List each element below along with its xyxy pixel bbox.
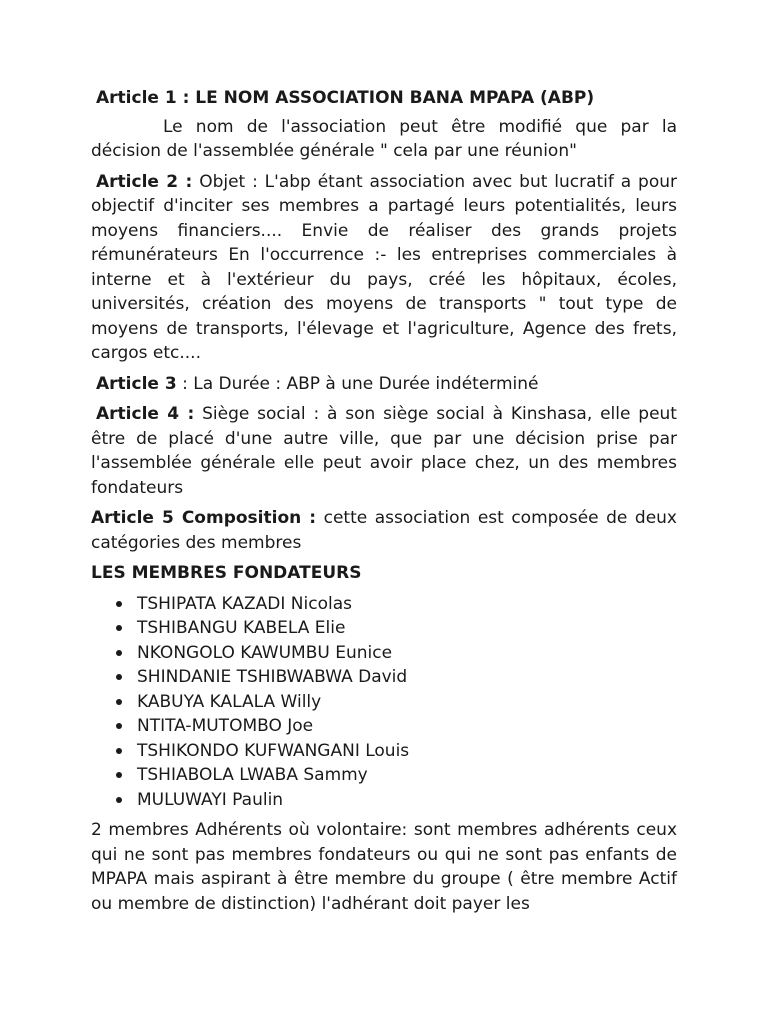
- article-1-text: Le nom de l'association peut être modifié que par la décision de l'assemblée générale " cela par une réunion": [91, 116, 677, 161]
- list-item: [91, 788, 677, 813]
- member-name: TSHIPATA KAZADI Nicolas: [137, 593, 352, 614]
- article-4-text: Siège social : à son siège social à Kinshasa, elle peut être de placé d'une autre ville, que par une décision prise par l'assemblée générale elle peut avoir place chez, un des membres fondateurs: [91, 404, 677, 498]
- article-4-paragraph: [91, 402, 677, 500]
- article-2-text: Objet : L'abp étant association avec but lucratif a pour objectif d'inciter ses membres a partagé leurs potentialités, leurs moyens financiers.... Envie de réaliser des grands projets rémunérateurs En l'occurrence :- les entreprises commerciales à interne et à l'extérieur du pays, créé les hôpitaux, écoles, universités, création des moyens de transports " tout type de moyens de transports, l'élevage et l'agriculture, Agence des frets, cargos etc....: [91, 171, 677, 363]
- bullet-icon: [116, 797, 122, 803]
- member-name: TSHIABOLA LWABA Sammy: [137, 765, 368, 785]
- article-4-label: Article 4 :: [96, 404, 195, 424]
- bullet-icon: [116, 699, 122, 705]
- article-5-label: Article 5 Composition :: [91, 508, 317, 528]
- list-item: [91, 641, 677, 666]
- member-name: NTITA-MUTOMBO Joe: [137, 716, 314, 736]
- founders-list: [91, 592, 677, 813]
- article-2-label: Article 2 :: [96, 171, 193, 192]
- bullet-icon: [116, 772, 122, 778]
- bullet-icon: [116, 674, 122, 680]
- member-name: TSHIBANGU KABELA Elie: [137, 618, 346, 638]
- bullet-icon: [116, 748, 122, 754]
- adherents-paragraph: 2 membres Adhérents où volontaire: sont membres adhérents ceux qui ne sont pas membres fondateurs ou qui ne sont pas enfants de MPAPA mais aspirant à être membre du groupe ( être membre Actif ou membre de distinction) l'adhérant doit payer les: [91, 820, 677, 914]
- document-body: [91, 86, 677, 916]
- list-item: [91, 763, 677, 788]
- article-5-text: cette association est composée de deux catégories des membres: [91, 508, 677, 553]
- article-3-label: Article 3: [96, 373, 177, 394]
- bullet-icon: [116, 723, 122, 729]
- article-1-heading: Article 1 : LE NOM ASSOCIATION BANA MPAPA (ABP): [96, 88, 595, 108]
- member-name: TSHIKONDO KUFWANGANI Louis: [137, 740, 410, 761]
- list-item: [91, 690, 677, 715]
- article-3-paragraph: [91, 372, 677, 397]
- article-3-text: : La Durée : ABP à une Durée indéterminé: [176, 373, 539, 394]
- bullet-icon: [116, 650, 122, 656]
- member-name: NKONGOLO KAWUMBU Eunice: [137, 642, 393, 663]
- list-item: [91, 592, 677, 617]
- article-2-paragraph: [91, 170, 677, 366]
- list-item: [91, 714, 677, 739]
- list-item: [91, 739, 677, 764]
- list-item: [91, 616, 677, 641]
- member-name: SHINDANIE TSHIBWABWA David: [137, 667, 408, 687]
- bullet-icon: [116, 625, 122, 631]
- article-5-paragraph: [91, 506, 677, 555]
- bullet-icon: [116, 601, 122, 607]
- member-name: MULUWAYI Paulin: [137, 789, 284, 810]
- member-name: KABUYA KALALA Willy: [137, 691, 322, 712]
- list-item: [91, 665, 677, 690]
- founders-heading: LES MEMBRES FONDATEURS: [91, 563, 362, 583]
